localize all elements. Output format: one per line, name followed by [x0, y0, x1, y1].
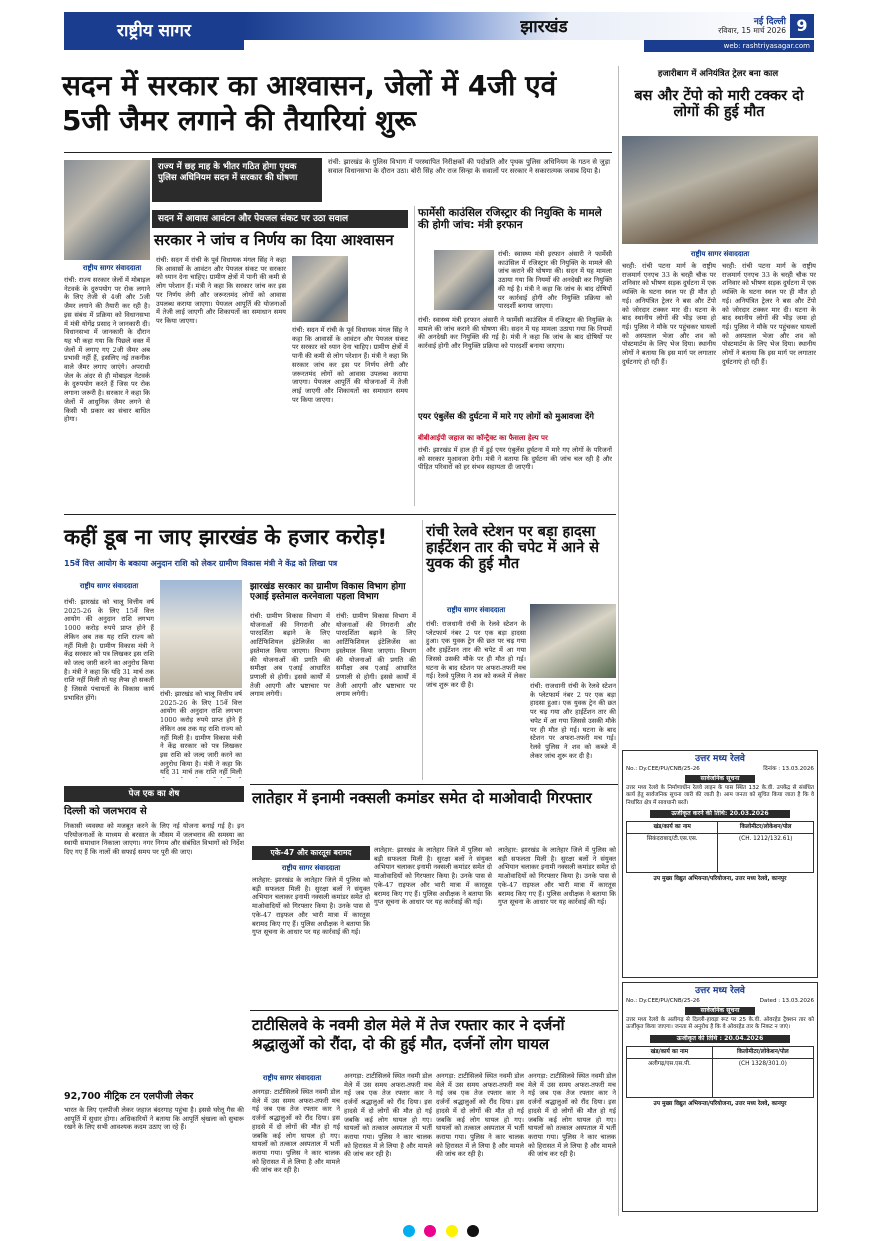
rural-photo	[160, 580, 242, 688]
notice-2-text: उत्तर मध्य रेलवे के अलीगढ़ से दिल्ली-हावड़ा रूट पर 25 के.वी. ओवरहेड ट्रैक्शन तार को ऊर्जीकृत किया जाएगा। जनता से अनुरोध है कि वे ओवरहेड तार के निकट न जाएं।	[626, 1017, 814, 1031]
notice-1-ref: No.: Dy.CEE/PU/CNB/25-26	[626, 765, 700, 772]
pharmacy-body-2: रांची: स्वास्थ्य मंत्री इरफान अंसारी ने फार्मेसी काउंसिल में रजिस्ट्रार की नियुक्ति के मामले की जांच कराने की घोषणा की। सदन में यह मामला उठाया गया कि नियमों की अनदेखी कर नियुक्ति की गई है। मंत्री ने कहा कि जांच के बाद दोषियों पर कार्रवाई होगी और नियुक्ति प्रक्रिया को पारदर्शी बनाया जाएगा।	[418, 316, 612, 351]
notice-2-cell2: (CH 1328/301.0)	[712, 1059, 813, 1098]
notice-1-footer: उप मुख्य विद्युत अभियन्ता/परियोजना, उत्तर मध्य रेलवे, कानपुर	[653, 876, 787, 883]
reg-dot-yellow	[446, 1225, 458, 1237]
housing-kicker: सदन में आवास आवंटन और पेयजल संकट पर उठा सवाल	[152, 210, 408, 228]
rule-mid	[64, 514, 616, 515]
continued-body: निकासी व्यवस्था को मजबूत करने के लिए नई योजना बनाई गई है। इन परियोजनाओं के माध्यम से बरसात के मौसम में जलभराव की समस्या का स्थायी समाधान निकाला जाएगा। नगर निगम और संबंधित विभागों को निर्देश दिए गए हैं कि नालों की सफाई समय पर पूरी की जाए।	[64, 822, 244, 857]
lead-body: रांची: राज्य सरकार जेलों में मोबाइल नेटवर्क के दुरुपयोग पर रोक लगाने के लिए तेजी से 4जी और 5जी जैमर लगाने की तैयारी कर रही है। इस संबंध में प्रक्रिया को विधानसभा में मंत्री योगेंद्र प्रसाद ने जानकारी दी। विधानसभा में जानकारी के दौरान यह भी कहा गया कि पिछले वक्त में जेलों में लगाए गए 2जी जैमर अब प्रभावी नहीं हैं, इसलिए नई तकनीक वाले जैमर लगाए जाएंगे। अपराधी जेल के अंदर से ही मोबाइल नेटवर्क के दुरुपयोग करते हैं जिस पर रोक लगाना जरूरी है। सरकार ने कहा कि जेलों में आधुनिक जैमर लगने से किसी भी प्रकार का संचार बाधित होगा।	[64, 276, 150, 424]
continued-headline: दिल्ली को जलभराव से	[64, 806, 147, 817]
rule-titilagarh	[250, 1010, 618, 1011]
naxal-headline: लातेहार में इनामी नक्सली कमांडर समेत दो माओवादी गिरफ्तार	[252, 789, 592, 807]
hazaribagh-body-2: चरही: रांची पटना मार्ग के राष्ट्रीय राजमार्ग एनएच 33 के चरही चौक पर शनिवार को भीषण सड़क दुर्घटना में एक व्यक्ति के घटना स्थल पर ही मौत हो गई। अनियंत्रित ट्रेलर ने बस और टेंपो को जोरदार टक्कर मार दी। घटना के बाद स्थानीय लोगों की भीड़ जमा हो गई। पुलिस ने मौके पर पहुंचकर घायलों को अस्पताल भेजा और शव को पोस्टमार्टम के लिए भेज दिया। स्थानीय लोगों ने बताया कि इस मार्ग पर लगातार दुर्घटनाएं हो रही हैं।	[722, 262, 816, 366]
naxal-body-2: लातेहार: झारखंड के लातेहार जिले में पुलिस को बड़ी सफलता मिली है। सुरक्षा बलों ने संयुक्त अभियान चलाकर इनामी नक्सली कमांडर समेत दो माओवादियों को गिरफ्तार किया है। उनके पास से एके-47 राइफल और भारी मात्रा में कारतूस बरामद किए गए हैं। पुलिस अधीक्षक ने बताया कि गुप्त सूचना के आधार पर यह कार्रवाई की गई।	[374, 846, 492, 907]
notice-2-table	[626, 1046, 814, 1099]
rule-vertical-2	[414, 206, 415, 506]
pharmacy-sub-headline: एयर एंबुलेंस की दुर्घटना में मारे गए लोगों को मुआवजा देंगे	[418, 411, 594, 421]
masthead	[64, 12, 816, 52]
city: नई दिल्ली	[753, 17, 786, 27]
pharmacy-body: रांची: स्वास्थ्य मंत्री इरफान अंसारी ने फार्मेसी काउंसिल में रजिस्ट्रार की नियुक्ति के मामले की जांच कराने की घोषणा की। सदन में यह मामला उठाया गया कि नियमों की अनदेखी कर नियुक्ति की गई है। मंत्री ने कहा कि जांच के बाद दोषियों पर कार्रवाई होगी और नियुक्ति प्रक्रिया को पारदर्शी बनाया जाएगा।	[498, 250, 612, 311]
housing-body: रांची: सदन में रांची के पूर्व विधायक मंगल सिंह ने कहा कि आवासों के आवंटन और पेयजल संकट पर सरकार को ध्यान देना चाहिए। ग्रामीण क्षेत्रों में पानी की कमी से लोग परेशान हैं। मंत्री ने कहा कि सरकार जांच कर इस पर निर्णय लेगी और जरूरतमंद लोगों को आवास उपलब्ध कराया जाएगा। पेयजल आपूर्ति की योजनाओं में तेजी लाई जाएगी और शिकायतों का समाधान समय पर किया जाएगा।	[156, 256, 286, 325]
notice-1-date: दिनांक : 13.03.2026	[763, 765, 814, 772]
lead-callout	[152, 158, 322, 202]
notice-2-col2: किलोमीटर/लोकेशन/पोल	[712, 1046, 813, 1059]
continued-headline-2: 92,700 मीट्रिक टन एलपीजी लेकर	[64, 1091, 194, 1102]
rural-byline: राष्ट्रीय सागर संवाददाता	[79, 582, 139, 590]
notice-2-cell1: अलीगढ़/एस.एस.पी.	[627, 1059, 713, 1098]
section-title: झारखंड	[520, 17, 568, 37]
hazaribagh-byline: राष्ट्रीय सागर संवाददाता	[690, 250, 750, 258]
paper-name: राष्ट्रीय सागर	[64, 12, 244, 50]
hazaribagh-body: चरही: रांची पटना मार्ग के राष्ट्रीय राजमार्ग एनएच 33 के चरही चौक पर शनिवार को भीषण सड़क दुर्घटना में एक व्यक्ति के घटना स्थल पर ही मौत हो गई। अनियंत्रित ट्रेलर ने बस और टेंपो को जोरदार टक्कर मार दी। घटना के बाद स्थानीय लोगों की भीड़ जमा हो गई। पुलिस ने मौके पर पहुंचकर घायलों को अस्पताल भेजा और शव को पोस्टमार्टम के लिए भेज दिया। स्थानीय लोगों ने बताया कि इस मार्ग पर लगातार दुर्घटनाएं हो रही हैं।	[622, 262, 716, 366]
rural-body: रांची: झारखंड को चालू वित्तीय वर्ष 2025-26 के लिए 15वें वित्त आयोग की अनुदान राशि लगभग 1000 करोड़ रुपये प्राप्त होने हैं लेकिन अब तक यह राशि राज्य को नहीं मिली है। ग्रामीण विकास मंत्री ने केंद्र सरकार को पत्र लिखकर इस राशि को जल्द जारी करने का अनुरोध किया है। मंत्री ने कहा कि यदि 31 मार्च तक राशि नहीं मिली तो यह लैप्स हो सकती है जिससे पंचायतों के विकास कार्य प्रभावित होंगे।	[64, 598, 154, 702]
railway-notice-2	[622, 982, 818, 1212]
notice-1-table	[626, 821, 814, 874]
railway-photo	[530, 604, 616, 678]
rural-body2: रांची: ग्रामीण विकास विभाग में योजनाओं की निगरानी और पारदर्शिता बढ़ाने के लिए आर्टिफिशियल इंटेलिजेंस का इस्तेमाल किया जाएगा। विभाग की योजनाओं की प्रगति की समीक्षा अब एआई आधारित प्रणाली से होगी। इससे कार्यों में तेजी आएगी और भ्रष्टाचार पर लगाम लगेगी।	[250, 612, 330, 699]
website[interactable]: web: rashtriyasagar.com	[644, 40, 814, 52]
notice-1-org: उत्तर मध्य रेलवे	[695, 754, 745, 764]
lead-photo	[64, 160, 150, 260]
railway-headline: रांची रेलवे स्टेशन पर बड़ा हादसा हाईटेंशन तार की चपेट में आने से युवक की हुई मौत	[426, 524, 600, 573]
railway-body: रांची: राजधानी रांची के रेलवे स्टेशन के प्लेटफार्म नंबर 2 पर एक बड़ा हादसा हुआ। एक युवक ट्रेन की छत पर चढ़ गया और हाईटेंशन तार की चपेट में आ गया जिससे उसकी मौके पर ही मौत हो गई। घटना के बाद स्टेशन पर अफरा-तफरी मच गई। रेलवे पुलिस ने शव को कब्जे में लेकर जांच शुरू कर दी है।	[426, 620, 526, 689]
hazaribagh-photo	[622, 136, 818, 244]
notice-2-col1: खंड/कार्य का नाम	[627, 1046, 713, 1059]
reg-dot-black	[467, 1225, 479, 1237]
hazaribagh-headline: बस और टेंपो को मारी टक्कर दो लोगों की हुई मौत	[634, 88, 804, 121]
lead-headline: सदन में सरकार का आश्वासन, जेलों में 4जी एवं 5जी जैमर लगाने की तैयारियां शुरू	[62, 69, 557, 137]
notice-1-col2: किलोमीटर/लोकेशन/पोल	[718, 821, 814, 834]
notice-2-date: Dated : 13.03.2026	[759, 997, 814, 1004]
notice-2-ref: No.: Dy.CEE/PU/CNB/25-26	[626, 997, 700, 1004]
housing-photo	[292, 256, 348, 322]
rural-sub-headline: झारखंड सरकार का ग्रामीण विकास विभाग होगा एआई इस्तेमाल करनेवाला पहला विभाग	[250, 582, 406, 603]
notice-1-cell2: (CH. 1212/132.61)	[718, 834, 814, 873]
pharmacy-headline: फार्मेसी काउंसिल रजिस्ट्रार की नियुक्ति के मामले की होगी जांच: मंत्री इरफान	[418, 207, 602, 231]
naxal-tag: एके-47 और कारतूस बरामद	[252, 846, 370, 860]
lead-byline: राष्ट्रीय सागर संवाददाता	[82, 264, 142, 272]
naxal-body: लातेहार: झारखंड के लातेहार जिले में पुलिस को बड़ी सफलता मिली है। सुरक्षा बलों ने संयुक्त अभियान चलाकर इनामी नक्सली कमांडर समेत दो माओवादियों को गिरफ्तार किया है। उनके पास से एके-47 राइफल और भारी मात्रा में कारतूस बरामद किए गए हैं। पुलिस अधीक्षक ने बताया कि गुप्त सूचना के आधार पर यह कार्रवाई की गई।	[252, 876, 370, 937]
date: रविवार, 15 मार्च 2026	[718, 26, 786, 35]
lead-intro: रांची: झारखंड के पुलिस विभाग में परस्थापित निरीक्षकों की पदोन्नति और पृथक पुलिस अधिनियम के गठन से जुड़ा सवाल विधानसभा के दौरान उठा। बोरी सिंह और राज सिन्हा के सवालों पर सरकार ने सकारात्मक जवाब दिया है।	[328, 158, 610, 175]
color-registration	[64, 1222, 818, 1236]
titilagarh-body-4: अनगड़ा: टाटीसिलवे स्थित नवमी डोल मेले में उस समय अफरा-तफरी मच गई जब एक तेज रफ्तार कार ने दर्जनों श्रद्धालुओं को रौंद दिया। इस हादसे में दो लोगों की मौत हो गई जबकि कई लोग घायल हो गए। घायलों को तत्काल अस्पताल में भर्ती कराया गया। पुलिस ने कार चालक को हिरासत में ले लिया है और मामले की जांच कर रही है।	[528, 1072, 616, 1159]
railway-body-2: रांची: राजधानी रांची के रेलवे स्टेशन के प्लेटफार्म नंबर 2 पर एक बड़ा हादसा हुआ। एक युवक ट्रेन की छत पर चढ़ गया और हाईटेंशन तार की चपेट में आ गया जिससे उसकी मौके पर ही मौत हो गई। घटना के बाद स्टेशन पर अफरा-तफरी मच गई। रेलवे पुलिस ने शव को कब्जे में लेकर जांच शुरू कर दी है।	[530, 682, 616, 760]
rule-lead	[64, 152, 612, 153]
hazaribagh-kicker: हजारीबाग में अनियंत्रित ट्रेलर बना काल	[657, 69, 779, 79]
reg-dot-cyan	[403, 1225, 415, 1237]
notice-1-text: उत्तर मध्य रेलवे के निर्माणाधीन रेलवे लाइन के पास स्थित 132 के.वी. उपकेंद्र से संबंधित कार्य हेतु सार्वजनिक सूचना जारी की जाती है। आम जनता को सूचित किया जाता है कि वे निर्धारित क्षेत्र में सावधानी बरतें।	[626, 785, 814, 806]
notice-2-footer: उप मुख्य विद्युत अभियन्ता/परियोजना, उत्तर मध्य रेलवे, कानपुर	[653, 1101, 787, 1108]
pharmacy-sub-kicker: बीबीआईपी जहाज का कॉन्ट्रैक्ट का फैसला हेल्प पर	[418, 434, 548, 442]
notice-2-energize: ऊर्जीकृत की तिथि : 20.04.2026	[650, 1035, 790, 1043]
continued-body-2: भारत के लिए एलपीजी लेकर जहाज बंदरगाह पहुंचा है। इससे घरेलू गैस की आपूर्ति में सुधार होगा। अधिकारियों ने बताया कि आपूर्ति श्रृंखला को सुचारू रखने के लिए सभी आवश्यक कदम उठाए जा रहे हैं।	[64, 1106, 244, 1132]
notice-2-title: सार्वजनिक सूचना	[685, 1007, 755, 1015]
lead-callout-text: राज्य में छह माह के भीतर गठित होगा पृथक पुलिस अधिनियम सदन में सरकार की घोषणा	[158, 162, 298, 184]
rule-vertical-3	[422, 520, 423, 780]
naxal-byline: राष्ट्रीय सागर संवाददाता	[281, 864, 341, 872]
titilagarh-byline: राष्ट्रीय सागर संवाददाता	[262, 1074, 322, 1082]
rural-headline: कहीं डूब ना जाए झारखंड के हजार करोड़!	[64, 525, 388, 549]
continued-label: पेज एक का शेष	[64, 786, 244, 802]
pharmacy-photo	[434, 250, 494, 310]
notice-1-cell1: सिकंदराबाद/टी.एस.एस.	[627, 834, 718, 873]
rural-kicker: 15वें वित्त आयोग के बकाया अनुदान राशि को लेकर ग्रामीण विकास मंत्री ने केंद्र को लिखा पत्र	[64, 559, 338, 568]
titilagarh-headline: टाटीसिलवे के नवमी डोल मेले में तेज रफ्तार कार ने दर्जनों श्रद्धालुओं को रौंदा, दो की हुई मौत, दर्जनों लोग घायल	[252, 1016, 565, 1053]
housing-body-2: रांची: सदन में रांची के पूर्व विधायक मंगल सिंह ने कहा कि आवासों के आवंटन और पेयजल संकट पर सरकार को ध्यान देना चाहिए। ग्रामीण क्षेत्रों में पानी की कमी से लोग परेशान हैं। मंत्री ने कहा कि सरकार जांच कर इस पर निर्णय लेगी और जरूरतमंद लोगों को आवास उपलब्ध कराया जाएगा। पेयजल आपूर्ति की योजनाओं में तेजी लाई जाएगी और शिकायतों का समाधान समय पर किया जाएगा।	[292, 326, 408, 404]
rural-body2-b: रांची: ग्रामीण विकास विभाग में योजनाओं की निगरानी और पारदर्शिता बढ़ाने के लिए आर्टिफिशियल इंटेलिजेंस का इस्तेमाल किया जाएगा। विभाग की योजनाओं की प्रगति की समीक्षा अब एआई आधारित प्रणाली से होगी। इससे कार्यों में तेजी आएगी और भ्रष्टाचार पर लगाम लगेगी।	[336, 612, 416, 699]
rural-body-2: रांची: झारखंड को चालू वित्तीय वर्ष 2025-26 के लिए 15वें वित्त आयोग की अनुदान राशि लगभग 1000 करोड़ रुपये प्राप्त होने हैं लेकिन अब तक यह राशि राज्य को नहीं मिली है। ग्रामीण विकास मंत्री ने केंद्र सरकार को पत्र लिखकर इस राशि को जल्द जारी करने का अनुरोध किया है। मंत्री ने कहा कि यदि 31 मार्च तक राशि नहीं मिली	[160, 690, 242, 777]
naxal-body-3: लातेहार: झारखंड के लातेहार जिले में पुलिस को बड़ी सफलता मिली है। सुरक्षा बलों ने संयुक्त अभियान चलाकर इनामी नक्सली कमांडर समेत दो माओवादियों को गिरफ्तार किया है। उनके पास से एके-47 राइफल और भारी मात्रा में कारतूस बरामद किए गए हैं। पुलिस अधीक्षक ने बताया कि गुप्त सूचना के आधार पर यह कार्रवाई की गई।	[498, 846, 616, 907]
titilagarh-body: अनगड़ा: टाटीसिलवे स्थित नवमी डोल मेले में उस समय अफरा-तफरी मच गई जब एक तेज रफ्तार कार ने दर्जनों श्रद्धालुओं को रौंद दिया। इस हादसे में दो लोगों की मौत हो गई जबकि कई लोग घायल हो गए। घायलों को तत्काल अस्पताल में भर्ती कराया गया। पुलिस ने कार चालक को हिरासत में ले लिया है और मामले की जांच कर रही है।	[252, 1088, 340, 1175]
page-number: 9	[790, 14, 814, 38]
notice-1-energize: ऊर्जीकृत करने की तिथि: 20.03.2026	[650, 810, 790, 818]
notice-1-title: सार्वजनिक सूचना	[685, 775, 755, 783]
notice-1-col1: खंड/कार्य का नाम	[627, 821, 718, 834]
titilagarh-body-2: अनगड़ा: टाटीसिलवे स्थित नवमी डोल मेले में उस समय अफरा-तफरी मच गई जब एक तेज रफ्तार कार ने दर्जनों श्रद्धालुओं को रौंद दिया। इस हादसे में दो लोगों की मौत हो गई जबकि कई लोग घायल हो गए। घायलों को तत्काल अस्पताल में भर्ती कराया गया। पुलिस ने कार चालक को हिरासत में ले लिया है और मामले की जांच कर रही है।	[344, 1072, 432, 1159]
pharmacy-sub-body: रांची: झारखंड में हाल ही में हुई एयर एंबुलेंस दुर्घटना में मारे गए लोगों के परिजनों को सरकार मुआवजा देगी। मंत्री ने बताया कि दुर्घटना की जांच चल रही है और पीड़ित परिवारों को हर संभव सहायता दी जाएगी।	[418, 446, 612, 472]
reg-dot-magenta	[424, 1225, 436, 1237]
rule-naxal	[250, 784, 618, 785]
housing-headline: सरकार ने जांच व निर्णय का दिया आश्वासन	[154, 231, 394, 249]
railway-byline: राष्ट्रीय सागर संवाददाता	[446, 606, 506, 614]
notice-2-org: उत्तर मध्य रेलवे	[695, 986, 745, 996]
titilagarh-body-3: अनगड़ा: टाटीसिलवे स्थित नवमी डोल मेले में उस समय अफरा-तफरी मच गई जब एक तेज रफ्तार कार ने दर्जनों श्रद्धालुओं को रौंद दिया। इस हादसे में दो लोगों की मौत हो गई जबकि कई लोग घायल हो गए। घायलों को तत्काल अस्पताल में भर्ती कराया गया। पुलिस ने कार चालक को हिरासत में ले लिया है और मामले की जांच कर रही है।	[436, 1072, 524, 1159]
railway-notice-1	[622, 750, 818, 978]
rule-vertical	[618, 66, 619, 1216]
